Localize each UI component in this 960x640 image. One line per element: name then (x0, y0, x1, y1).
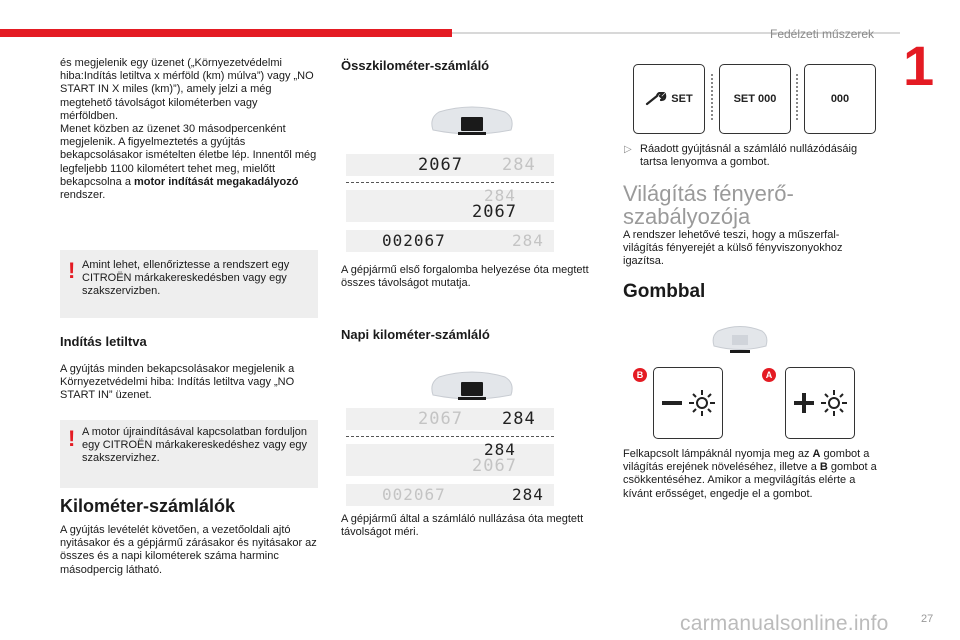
minus-brightness-icon (658, 387, 718, 419)
para-1: és megjelenik egy üzenet („Környezetvédelmi hiba:Indítás letiltva x mérföld (km) múlva”) vagy „NO START IN X miles (km)”), amely jelzi a még megtehető távolságot kilométerben vagy mérföldben. (60, 57, 314, 122)
para-2: Menet közben az üzenet 30 másodpercenként megjelenik. A figyelmeztetés a gyújtás bekapcsolásakor ismételten életbe lép. Innentől még legfeljebb 1100 kilométert tehet meg, mielőtt bekapcsolna a motor indítását megakadályozó rendszer. (60, 123, 317, 202)
odo-total-6digit: 002067 (382, 231, 446, 250)
instrument-cluster-icon (425, 104, 519, 144)
odo-trip-value: 284 (512, 485, 544, 504)
reset-000-button[interactable] (804, 64, 876, 134)
odo-trip-value: 284 (484, 440, 516, 459)
badge-a: A (762, 368, 776, 382)
odo-total-6digit: 002067 (382, 485, 446, 504)
chapter-number: 1 (903, 34, 935, 97)
start-blocked-text: A gyújtás minden bekapcsolásakor megjelenik a Környezetvédelmi hiba: Indítás letiltva vagy „NO START IN” üzenet. (60, 363, 295, 402)
trip-odometer-display (346, 408, 554, 506)
reset-instruction-text: Ráadott gyújtásnál a számláló nullázódásáig tartsa lenyomva a gombot. (640, 143, 858, 169)
odo-total-value: 2067 (472, 456, 517, 476)
intro-paragraph (60, 57, 318, 202)
set-000-button[interactable] (719, 64, 791, 134)
instrument-cluster-icon (425, 369, 519, 409)
heading-trip-odometer: Napi kilométer-számláló (341, 327, 490, 342)
odo-total-value: 2067 (418, 409, 463, 429)
section-title: Fedélzeti műszerek (770, 27, 875, 41)
warning-text: Amint lehet, ellenőriztesse a rendszert egy CITROËN márkakereskedésben vagy egy szakszervizben. (82, 259, 290, 298)
odo-trip-value: 284 (502, 409, 536, 429)
plus-brightness-icon (790, 387, 850, 419)
total-caption: A gépjármű első forgalomba helyezése óta megtett összes távolságot mutatja. (341, 264, 589, 290)
dimmer-decrease-button[interactable] (653, 367, 723, 439)
dimmer-instructions: Felkapcsolt lámpáknál nyomja meg az A gombot a világítás erejének növeléséhez, illetve a B gombot a csökkentéséhez. Amikor a megvilágítás elérte a kívánt erősséget, engedje el a gombot. (623, 448, 877, 500)
separator (796, 74, 800, 120)
total-odometer-display (346, 154, 554, 252)
000-label: 000 (830, 93, 850, 105)
heading-total-odometer: Összkilométer-számláló (341, 58, 490, 73)
separator (711, 74, 715, 120)
warning-text: A motor újraindításával kapcsolatban forduljon egy CITROËN márkakereskedéshez vagy egy szakszervizhez. (82, 426, 308, 465)
dimmer-increase-button[interactable] (785, 367, 855, 439)
set-label: SET (671, 93, 693, 105)
dimmer-text: A rendszer lehetővé teszi, hogy a műszerfal-világítás fényerejét a külső fényviszonyokhoz igazítsa. (623, 229, 843, 268)
odo-trip-value: 284 (484, 186, 516, 205)
odo-total-value: 2067 (418, 155, 463, 175)
set-000-label: SET 000 (733, 93, 777, 105)
warning-box-2 (60, 420, 318, 488)
heading-start-blocked: Indítás letiltva (60, 334, 147, 349)
set-button[interactable] (633, 64, 705, 134)
instrument-cluster-icon (708, 324, 772, 360)
warning-icon: ! (68, 258, 76, 283)
bullet-arrow-icon: ▷ (624, 144, 632, 155)
header-red-bar (0, 29, 452, 37)
wrench-icon (645, 92, 667, 106)
heading-with-button: Gombbal (623, 281, 706, 302)
page-number: 27 (921, 613, 934, 625)
odometers-text: A gyújtás levételét követően, a vezetőoldali ajtó nyitásakor és a gépjármű zárásakor és nyitásakor az összes és a napi kilométerek száma harminc másodpercig látható. (60, 524, 317, 576)
odo-trip-value: 284 (502, 155, 536, 175)
heading-odometers: Kilométer-számlálók (60, 496, 236, 516)
heading-dimmer: Világítás fényerő-szabályozója (623, 181, 794, 229)
odo-total-value: 2067 (472, 202, 517, 222)
warning-box-1 (60, 250, 318, 318)
watermark-site: carmanualsonline.info (680, 612, 889, 635)
warning-icon: ! (68, 426, 76, 451)
trip-caption: A gépjármű által a számláló nullázása óta megtett távolságot méri. (341, 513, 584, 539)
odo-trip-value: 284 (512, 231, 544, 250)
reset-instruction (626, 143, 876, 169)
badge-b: B (633, 368, 647, 382)
